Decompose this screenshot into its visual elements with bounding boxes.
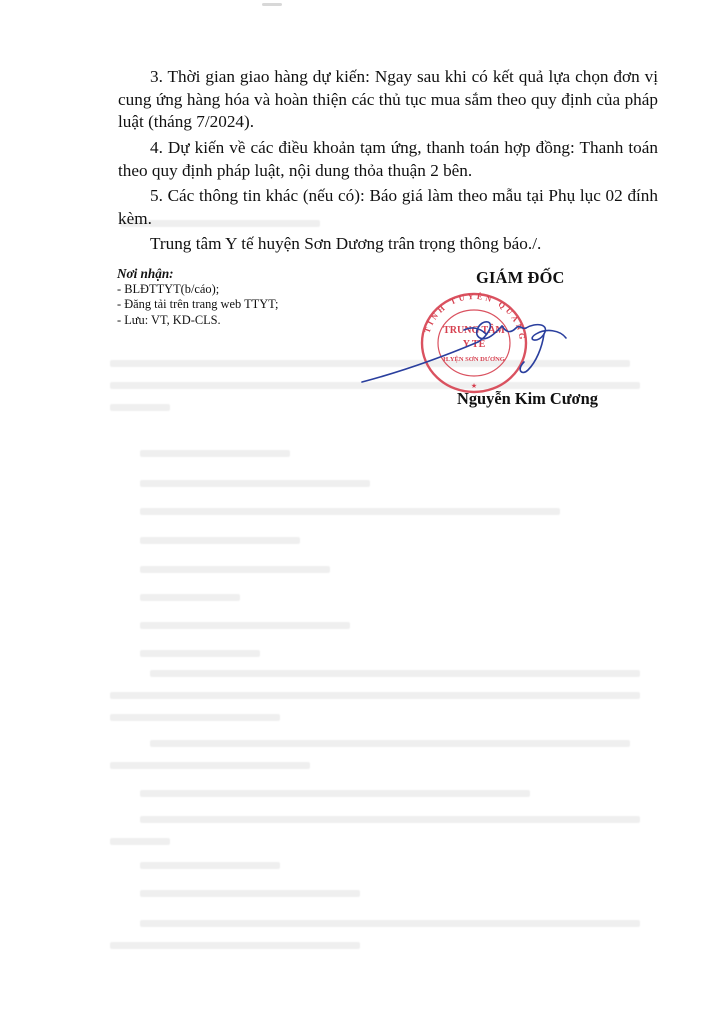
signer-name: Nguyễn Kim Cương — [457, 389, 598, 408]
stamp-line-3: H.YỆN SƠN DƯƠNG — [443, 356, 505, 363]
stamp-line-2: Y TẾ — [462, 339, 486, 350]
recipient-item: - Đăng tải trên trang web TTYT; — [117, 297, 279, 312]
other-info-paragraph — [118, 185, 658, 230]
recipient-item: - BLĐTTYT(b/cáo); — [117, 281, 220, 296]
delivery-time-paragraph — [118, 66, 658, 134]
payment-terms-paragraph — [118, 137, 658, 182]
recipients-title: Nơi nhận: — [117, 266, 174, 281]
closing-paragraph — [118, 233, 658, 256]
stamp-ring-text: TỈNH TUYÊN QUANG — [422, 291, 528, 343]
other-info-text: 5. Các thông tin khác (nếu có): Báo giá làm theo mẫu tại Phụ lục 02 đính kèm. — [118, 186, 658, 228]
scan-mark — [262, 3, 282, 6]
stamp-line-1: TRUNG TÂM — [443, 325, 505, 336]
delivery-time-text: 3. Thời gian giao hàng dự kiến: Ngay sau khi có kết quả lựa chọn đơn vị cung ứng hàng hóa và hoàn thiện các thủ tục mua sắm theo quy định của pháp luật (tháng 7/2024). — [118, 67, 658, 131]
recipient-item: - Lưu: VT, KD-CLS. — [117, 312, 221, 327]
payment-terms-text: 4. Dự kiến về các điều khoản tạm ứng, thanh toán hợp đồng: Thanh toán theo quy định pháp luật, nội dung thỏa thuận 2 bên. — [118, 138, 658, 180]
signer-position: GIÁM ĐỐC — [476, 268, 565, 287]
recipients-block — [117, 266, 377, 328]
svg-text:★: ★ — [470, 382, 478, 390]
closing-text: Trung tâm Y tế huyện Sơn Dương trân trọng thông báo./. — [150, 234, 542, 253]
handwritten-signature — [360, 300, 570, 390]
